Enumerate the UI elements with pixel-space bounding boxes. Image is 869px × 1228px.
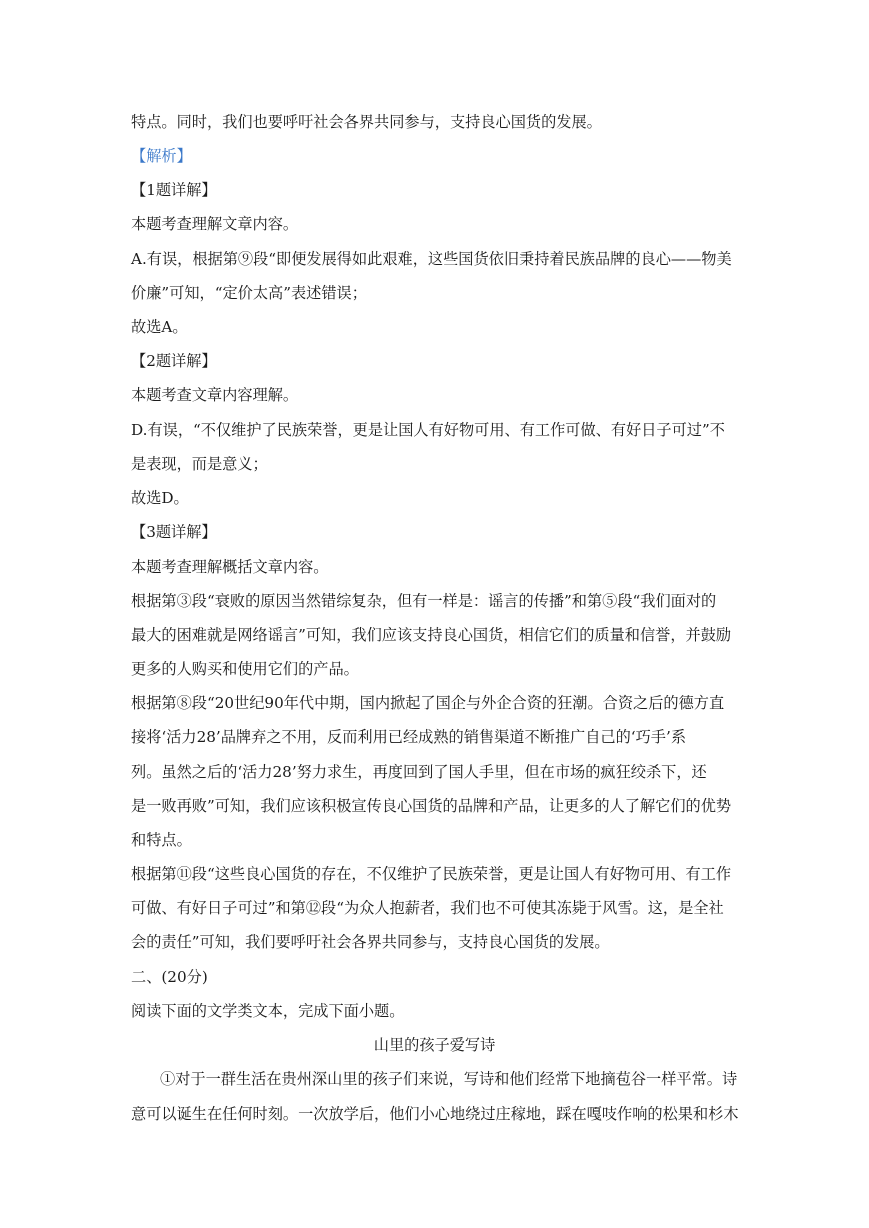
text-line: 是表现，而是意义； (131, 455, 268, 473)
text-line: 是一败再败”可知，我们应该积极宣传良心国货的品牌和产品，让更多的人了解它们的优势 (131, 797, 732, 815)
text-line: 故选A。 (131, 318, 188, 336)
analysis-heading: 【解析】 (131, 147, 192, 165)
text-line: 和特点。 (131, 831, 192, 849)
text-line: A.有误，根据第⑨段“即便发展得如此艰难，这些国货依旧秉持着民族品牌的良心——物美 (131, 250, 732, 268)
text-line: 故选D。 (131, 489, 189, 507)
text-line: 根据第⑧段“20世纪90年代中期，国内掀起了国企与外企合资的狂潮。合资之后的德方直 (131, 694, 725, 712)
text-line: 特点。同时，我们也要呼吁社会各界共同参与，支持良心国货的发展。 (131, 113, 602, 131)
q1-heading: 【1题详解】 (131, 181, 217, 199)
article-title: 山里的孩子爱写诗 (373, 1036, 496, 1054)
q3-heading: 【3题详解】 (131, 523, 217, 541)
text-line: 最大的困难就是网络谣言”可知，我们应该支持良心国货，相信它们的质量和信誉，并鼓励 (131, 626, 732, 644)
text-line: 价廉”可知，“定价太高”表述错误； (131, 284, 367, 302)
text-line: 本题考查理解概括文章内容。 (131, 558, 329, 576)
text-line: 可做、有好日子可过”和第⑫段“为众人抱薪者，我们也不可使其冻毙于风雪。这，是全社 (131, 899, 724, 917)
text-line: 意可以诞生在任何时刻。一次放学后，他们小心地绕过庄稼地，踩在嘎吱作响的松果和杉木 (131, 1105, 739, 1123)
text-line: D.有误，“不仅维护了民族荣誉，更是让国人有好物可用、有工作可做、有好日子可过”不 (131, 421, 725, 439)
text-line: 本题考查理解文章内容。 (131, 215, 299, 233)
text-line: 更多的人购买和使用它们的产品。 (131, 660, 359, 678)
text-line: 根据第⑪段“这些良心国货的存在，不仅维护了民族荣誉，更是让国人有好物可用、有工作 (131, 865, 732, 883)
text-line: ①对于一群生活在贵州深山里的孩子们来说，写诗和他们经常下地摘苞谷一样平常。诗 (160, 1070, 738, 1088)
text-line: 接将‘活力28’品牌弃之不用，反而利用已经成熟的销售渠道不断推广自己的‘巧手’系 (131, 728, 687, 746)
section-heading: 二、(20分) (131, 968, 208, 986)
q2-heading: 【2题详解】 (131, 352, 217, 370)
text-line: 阅读下面的文学类文本，完成下面小题。 (131, 1002, 405, 1020)
text-line: 列。虽然之后的‘活力28’努力求生，再度回到了国人手里，但在市场的疯狂绞杀下，还 (131, 763, 707, 781)
text-line: 会的责任”可知，我们要呼吁社会各界共同参与，支持良心国货的发展。 (131, 933, 610, 951)
text-line: 本题考查文章内容理解。 (131, 386, 299, 404)
text-line: 根据第③段“衰败的原因当然错综复杂，但有一样是：谣言的传播”和第⑤段“我们面对的 (131, 592, 717, 610)
